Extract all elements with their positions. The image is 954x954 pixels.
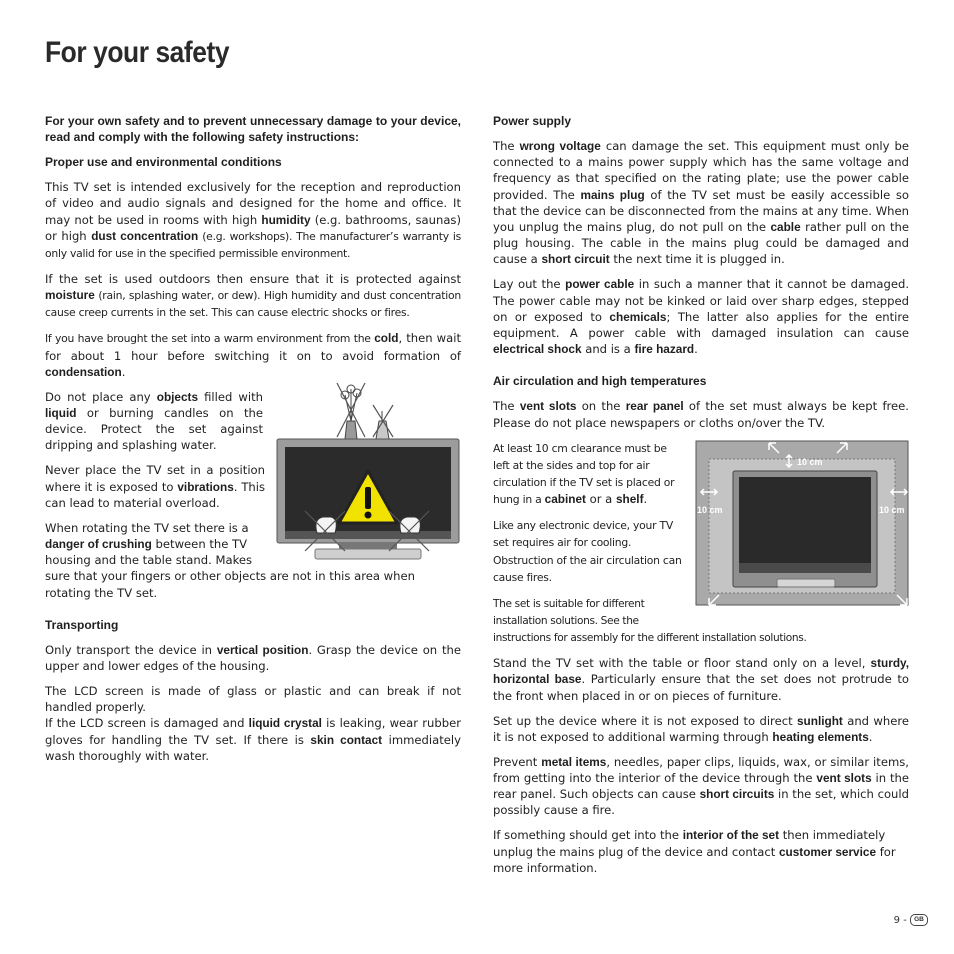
paragraph-vent-slots: The vent slots on the rear panel of the set must always be kept free. Please do not place newspapers or cloths on/over the TV.: [493, 399, 909, 430]
clearance-illustration: [695, 437, 909, 609]
language-badge: GB: [910, 914, 928, 926]
paragraph-clearance: At least 10 cm clearance must be left at the sides and top for air circulation if the TV set is placed or hung in a cabinet or a shelf.: [493, 441, 675, 507]
vase-icon: [337, 383, 365, 442]
intro-text: For your own safety and to prevent unnecessary damage to your device, read and comply with the following safety instructions:: [45, 114, 461, 145]
paragraph-metal-items: Prevent metal items, needles, paper clips, liquids, wax, or similar items, from getting into the interior of the device through the vent slots in the rear panel. Such objects can cause short circuits in the set, which could possibly cause a fire.: [493, 754, 909, 818]
tv-warning-illustration: [275, 381, 461, 563]
paragraph-cold: If you have brought the set into a warm environment from the cold, then wait for about 1 hour before switching it on to avoid formation of condensation.: [45, 331, 461, 379]
paragraph-sunlight: Set up the device where it is not exposed to direct sunlight and where it is not exposed to additional warming through heating elements.: [493, 713, 909, 744]
right-column: [493, 113, 909, 885]
paragraph-power-cable: Lay out the power cable in such a manner that it cannot be damaged. The power cable may not be kinked or laid over sharp edges, stepped on or exposed to chemicals; The latter also applies for the entire equipment. A power cable with damaged insulation can cause electrical shock and is a fire hazard.: [493, 277, 910, 357]
paragraph-crushing: When rotating the TV set there is a danger of crushing between the TV housing and the table stand. Makes sure that your fingers or other objects are not in this area when rotating the TV set.: [45, 520, 415, 600]
page-footer: [894, 914, 928, 926]
heading-transporting: Transporting: [45, 617, 119, 632]
heading-air-circulation: Air circulation and high temperatures: [493, 374, 707, 389]
paragraph-intended-use: This TV set is intended exclusively for the reception and reproduction of video and audio signals and designed for the home and office. It may not be used in rooms with high humidity (e.g. bathrooms, saunas) or high dust concentration (e.g. workshops). The manufacturer’s warranty is only valid for use in the specified permissible environment.: [45, 180, 462, 261]
paragraph-vibrations: Never place the TV set in a position where it is exposed to vibrations. This can lead to material overload.: [45, 463, 266, 510]
paragraph-installation: The set is suitable for different installation solutions. See the instructions for assembly for the different installation solutions.: [493, 597, 807, 645]
clearance-left-label: 10 cm: [697, 504, 723, 515]
paragraph-cooling: Like any electronic device, your TV set requires air for cooling. Obstruction of the air circulation can cause fires.: [493, 519, 682, 584]
heading-proper-use: Proper use and environmental conditions: [45, 155, 282, 170]
clearance-right-label: 10 cm: [879, 504, 905, 515]
heading-power-supply: Power supply: [493, 114, 572, 128]
candle-icon: [373, 405, 393, 439]
clearance-top-label: 10 cm: [797, 456, 823, 467]
paragraph-interior: If something should get into the interior of the set then immediately unplug the mains plug of the device and contact customer service for more information.: [493, 828, 896, 875]
paragraph-vertical: Only transport the device in vertical position. Grasp the device on the upper and lower edges of the housing.: [45, 642, 461, 674]
left-column: [45, 113, 461, 773]
paragraph-liquid-crystal: If the LCD screen is damaged and liquid crystal is leaking, wear rubber gloves for handling the TV set. If there is skin contact immediately wash thoroughly with water.: [45, 716, 461, 763]
page-title: For your safety: [45, 36, 230, 69]
page-number: 9 -: [893, 915, 907, 926]
paragraph-stand: Stand the TV set with the table or floor stand only on a level, sturdy, horizontal base. Particularly ensure that the set does not protrude to the front when placed in or on pieces of furniture.: [493, 656, 909, 703]
paragraph-liquids: Do not place any objects filled with liquid or burning candles on the device. Protect the set against dripping and splashing water.: [45, 389, 263, 453]
paragraph-outdoors: If the set is used outdoors then ensure that it is protected against moisture (rain, splashing water, or dew). High humidity and dust concentration cause creep currents in the set. This can cause electric shocks or fires.: [45, 272, 461, 320]
paragraph-voltage: The wrong voltage can damage the set. This equipment must only be connected to a mains power supply which has the same voltage and frequency as that specified on the rating plate; use the power cable provided. The mains plug of the TV set must be easily accessible so that the device can be disconnected from the mains at any time. When you unplug the mains plug, do not pull on the cable rather pull on the plug housing. The cable in the mains plug could be damaged and cause a short circuit the next time it is plugged in.: [493, 139, 909, 267]
paragraph-lcd: The LCD screen is made of glass or plastic and can break if not handled properly.: [45, 684, 461, 715]
